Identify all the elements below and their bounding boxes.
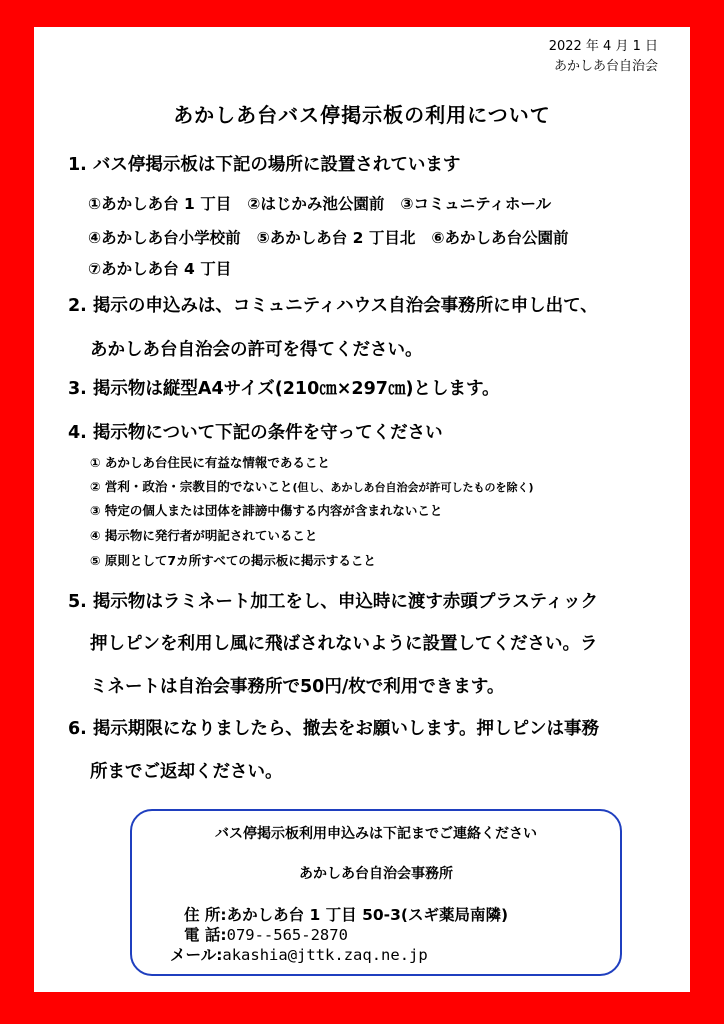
contact-address xyxy=(184,903,508,925)
item-2-line-2: あかしあ台自治会の許可を得てください。 xyxy=(90,340,423,360)
contact-office: あかしあ台自治会事務所 xyxy=(299,866,453,882)
item-6-line-1: 6. 掲示期限になりましたら、撤去をお願いします。押しピンは事務 xyxy=(68,719,600,739)
location-row-2 xyxy=(88,226,584,248)
notice-title: あかしあ台バス停掲示板の利用について xyxy=(173,103,551,127)
item-5-line-3: ミネートは自治会事務所で50円/枚で利用できます。 xyxy=(90,677,505,697)
contact-box xyxy=(130,809,622,976)
contact-phone xyxy=(184,923,348,945)
condition-2 xyxy=(90,477,534,495)
contact-heading: バス停掲示板利用申込みは下記までご連絡ください xyxy=(215,826,537,842)
item-5-line-1: 5. 掲示物はラミネート加工をし、申込時に渡す赤頭プラスティック xyxy=(68,592,599,612)
phone-value: 079--565-2870 xyxy=(226,926,348,944)
condition-2-text: ② 営利・政治・宗教目的でないこと xyxy=(90,479,293,494)
location-row-1 xyxy=(88,192,567,214)
phone-label: 電 話: xyxy=(184,926,227,944)
condition-2-note: (但し、あかしあ台自治会が許可したものを除く) xyxy=(292,481,534,494)
item-1: 1. バス停掲示板は下記の場所に設置されています xyxy=(68,155,461,175)
email-value: akashia@jttk.zaq.ne.jp xyxy=(222,946,428,964)
item-5-line-2: 押しピンを利用し風に飛ばされないように設置してください。ラ xyxy=(90,634,598,654)
item-4: 4. 掲示物について下記の条件を守ってください xyxy=(68,423,443,443)
item-3: 3. 掲示物は縦型A4サイズ(210㎝×297㎝)とします。 xyxy=(68,379,500,399)
location-7: ⑦あかしあ台 4 丁目 xyxy=(88,260,232,278)
address-value: あかしあ台 1 丁目 50-3(スギ薬局南隣) xyxy=(226,906,509,924)
organization-name: あかしあ台自治会 xyxy=(553,59,658,74)
location-3: ③コミュニティホール xyxy=(400,195,552,213)
address-label: 住 所: xyxy=(184,906,227,924)
header-block xyxy=(549,37,658,77)
email-label: メール: xyxy=(170,946,223,964)
issue-date: 2022 年 4 月 1 日 xyxy=(548,39,658,54)
condition-1: ① あかしあ台住民に有益な情報であること xyxy=(90,455,330,470)
location-6: ⑥あかしあ台公園前 xyxy=(431,229,569,247)
location-row-3 xyxy=(88,257,247,279)
condition-3: ③ 特定の個人または団体を誹謗中傷する内容が含まれないこと xyxy=(90,503,443,518)
contact-email xyxy=(170,943,428,965)
location-1: ①あかしあ台 1 丁目 xyxy=(88,195,232,213)
location-2: ②はじかみ池公園前 xyxy=(247,195,385,213)
location-4: ④あかしあ台小学校前 xyxy=(88,229,241,247)
condition-4: ④ 掲示物に発行者が明記されていること xyxy=(90,528,318,543)
item-2-line-1: 2. 掲示の申込みは、コミュニティハウス自治会事務所に申し出て、 xyxy=(68,296,598,316)
item-6-line-2: 所までご返却ください。 xyxy=(90,762,283,782)
location-5: ⑤あかしあ台 2 丁目北 xyxy=(256,229,416,247)
condition-5: ⑤ 原則として7カ所すべての掲示板に掲示すること xyxy=(90,553,376,568)
